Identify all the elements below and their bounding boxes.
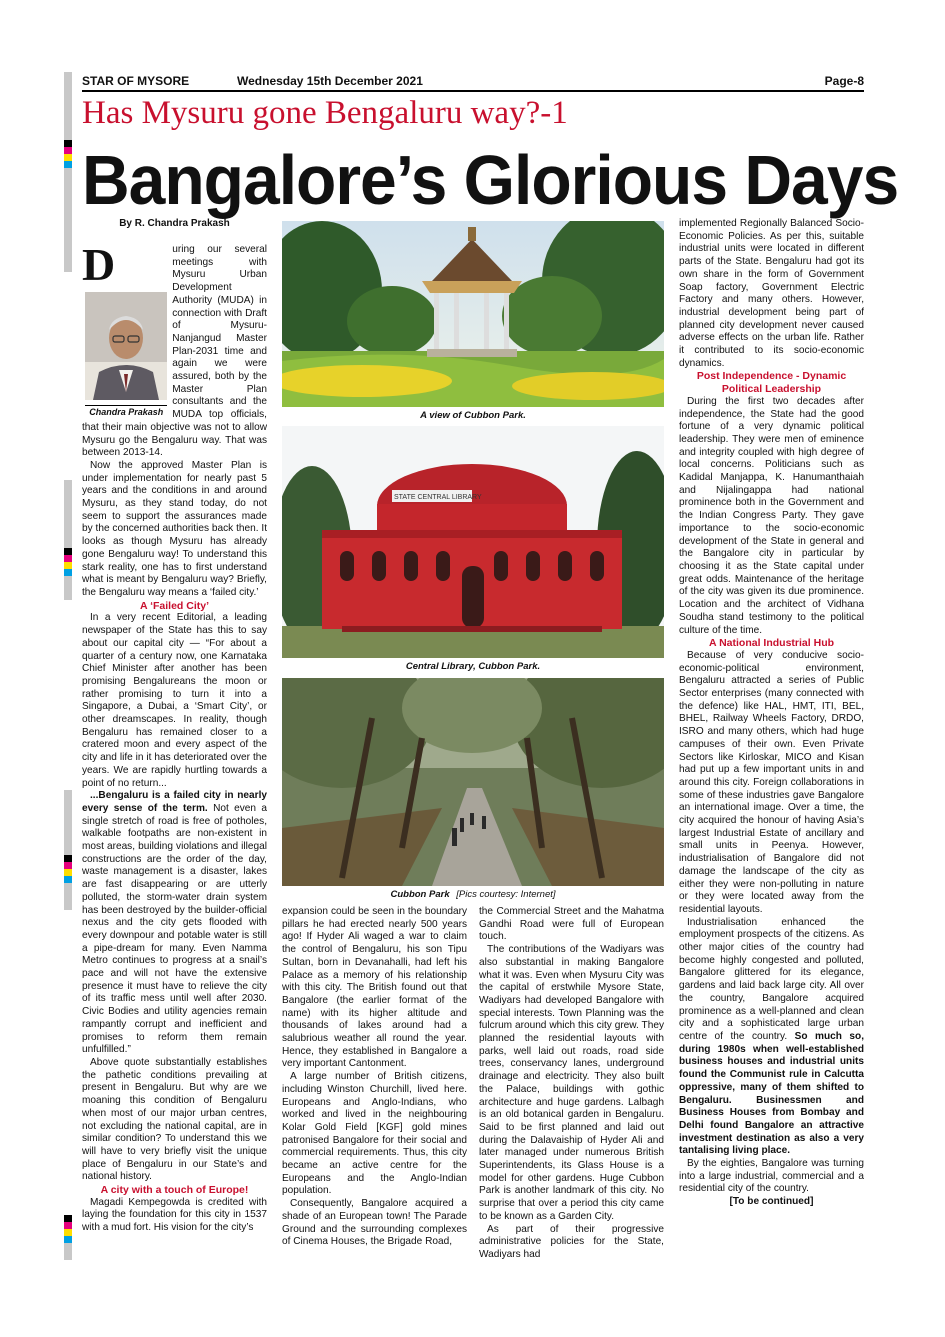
issue-date: Wednesday 15th December 2021 [237, 74, 423, 88]
color-registration-marks [64, 1215, 72, 1243]
byline: By R. Chandra Prakash [119, 218, 230, 229]
print-strip-mid [64, 480, 72, 600]
photo-cubbon-park-avenue [282, 678, 664, 886]
main-headline: Bangalore’s Glorious Days [82, 141, 899, 219]
library-image [282, 426, 664, 658]
subheading-touch-of-europe: A city with a touch of Europe! [100, 1184, 249, 1197]
library-signboard: STATE CENTRAL LIBRARY [394, 494, 482, 501]
subheading-industrial-hub: A National Industrial Hub [708, 637, 835, 650]
subheading-failed-city: A ‘Failed City’ [139, 599, 210, 612]
bandstand-image [282, 221, 664, 407]
drop-cap: D [82, 244, 116, 290]
article-column-2: expansion could be seen in the boundary pillars he had erected nearly 500 years ago! If Hyder Ali waged a war to claim the control of Bengaluru, his son Tipu Sultan, born in Devanahalli, had left his Palace as a memory of his relationship with this city. The British found out that Bangalore (the earlier format of the name) with its higher altitude and thousands of lakes around had a salubrious weather all round the year. Hence, they established in Bangalore a very important Cantonment. A large number of British citizens, including Winston Churchill, lived here. Europeans and Anglo-Indians, who worked and lived in the neighbouring Kolar Gold Field [KGF] gold mines patronised Bangalore for their social and commercial requirements. Thus, this city became an active centre for the Europeans and the Anglo-Indian population. Consequently, Bangalore acquired a shade of an European town! The Parade Ground and the surrounding complexes of Cinema Houses, the Brigade Road, [282, 906, 467, 1248]
photo-caption-central-library: Central Library, Cubbon Park. [405, 661, 541, 672]
color-registration-marks [64, 855, 72, 883]
kicker-title: Has Mysuru gone Bengaluru way?-1 [82, 95, 568, 131]
photo-caption-cubbon-park: A view of Cubbon Park. [420, 410, 526, 421]
avenue-image [282, 678, 664, 886]
page-number: Page-8 [824, 74, 864, 88]
photo-caption-cubbon-avenue: Cubbon Park [Pics courtesy: Internet] [390, 889, 556, 900]
color-registration-marks [64, 140, 72, 168]
author-portrait-image [85, 292, 167, 400]
print-strip-top [64, 72, 72, 272]
author-photo [85, 292, 167, 418]
to-be-continued: [To be continued] [729, 1196, 814, 1208]
photo-cubbon-park-view [282, 221, 664, 407]
print-strip-lower [64, 790, 72, 910]
author-photo-caption: Chandra Prakash [85, 405, 167, 419]
photo-central-library [282, 426, 664, 658]
article-column-1: D Chandra Prakash uring our several meetings with Mysuru Urban Development Authority (MUDA) in connection with Draft of Mysuru-Nanjangud Master Plan-2031 time and again we were assured, both by the Master Plan consultants and the MUDA top officials, that their main objective was not to allow Mysuru go the Bengaluru way. That was between 2013-14. Now the approved Master Plan is under implementation for nearly past 5 years and the conditions in and around Mysuru, as they stand today, do not seem to support the assurances made by the concerned authorities back then. It looks as though Mysuru has already gone Bengaluru way! To understand this stark reality, one has to first understand what is meant by Bengaluru way? Briefly, the Bengaluru way means a ‘failed city.’ A ‘Failed City’ In a very recent Editorial, a leading newspaper of the State has this to say about our capital city — “For about a quarter of a century now, one Karnataka Chief Minister after another has been promising Bengalureans the moon or rather promising to turn it into a Singapore, a Dubai, a ‘Smart City’, or other dreamscapes. In reality, though Bengaluru has remained closer to a cratered moon and every aspect of the city and life in it has deteriorated over the years. We are rapidly hurtling towards a point of no return... ...Bengaluru is a failed city in nearly every sense of the term. Not even a single stretch of road is free of potholes, walkable footpaths are non-existent in most areas, building violations and illegal constructions are the order of the day, waste management is a disaster, lakes are fast disappearing or are utterly polluted, the storm-water drain system has been destroyed by the builder-official nexus and the city gets flooded with every downpour and potable water is still a pipe-dream for many. Even Namma Metro continues to progress at a snail’s pace and will not have the extensive presence it must have to relieve the city of its traffic mess until well after 2030. Civic Bodies and utility agencies remain rampantly corrupt and inefficient and promises to reform them remain unfulfilled.” Above quote substantially establishes the pathetic conditions prevailing at present in Bengaluru. But why are we moaning this condition of Bengaluru when most of our major urban centres, not excluding the national capital, are in similar condition? To understand this we will have to very briefly visit the unique place of Bengaluru in our State’s and national history. A city with a touch of Europe! Magadi Kempegowda is credited with laying the foundation for this city in 1537 with a mud fort. His vision for the city’s [82, 244, 267, 1234]
photo-credit: [Pics courtesy: Internet] [456, 889, 556, 900]
article-column-4: implemented Regionally Balanced Socio-Economic Policies. As per this, suitable industrial units were located in different parts of the State. Bengaluru had got its own share in the form of Government Soap factory, Government Electric Factory and many others. However, industrial development being part of planned city development never caused adverse effects on the urban life. Rather it contributed to its socio-economic dynamics. Post Independence - Dynamic Political Leadership During the first two decades after independence, the State had the good fortune of a very dynamic political leadership. They were men of eminence and integrity coupled with high degree of local concerns. Politicians such as Kadidal Manjappa, K. Hanumanthaiah and Nijalingappa had national prominence both in the Government and the Indian Congress Party. They gave importance to the socio-economic development of the State in general and the Bangalore city in particular by choosing it as the State capital under great odds. Maintenance of the heritage of the city was given its due prominence. Location and the architect of Vidhana Soudha stand testimony to the political culture of the time. A National Industrial Hub Because of very conducive socio-economic-political environment, Bengaluru attracted a series of Public Sector enterprises (many connected with the defence) like HAL, HMT, ITI, BEL, BHEL, Railway Wheels Factory, DRDO, ISRO and many others, which had huge campuses of their own. Even Private Sectors like Kirloskar, MICO and Kisan had put up a few important units in and around this city. Foreign collaborations in some of these industries gave Bangalore an international image. Over a time, the city acquired the honour of having Asia’s largest Industrial Estate of ancillary and small units in Peenya. However, industrialisation of Bangalore did not damage the landscape of the city as either they were non-polluting in nature or they were located away from the residential layouts. Industrialisation enhanced the employment prospects of the citizens. As other major cities of the country had become highly congested and polluted, Bangalore glittered for its elegance, gardens and laid back large city. All over the country, Bangalore acquired prominence as a well-planned and clean city and a sophisticated large urban centre of the country. So much so, during 1980s when well-established business houses and industrial units found the Communist rule in Calcutta oppressive, many of them shifted to Bengaluru. Businessmen and Business Houses from Bombay and Delhi found Bangalore an attractive investment destination as also a very tantalising living place. By the eighties, Bangalore was turning into a large industrial, commercial and a residential city of the country. [To be continued] [679, 218, 864, 1208]
publication-name: STAR OF MYSORE [82, 74, 190, 88]
subheading-post-independence: Post Independence - Dynamic Political Leadership [696, 370, 847, 396]
page-header [82, 72, 864, 92]
article-column-3: the Commercial Street and the Mahatma Gandhi Road were full of European touch. The contributions of the Wadiyars was also substantial in making Bangalore what it was. Even when Mysuru City was the capital of erstwhile Mysore State, Wadiyars had developed Bangalore with special interests. Town Planning was the fulcrum around which this city grew. They planned the residential layouts with parks, well laid out roads, road side trees, conservancy lanes, underground drainage and electricity. They also built the Palace, buildings with gothic architecture and huge gardens. Lalbagh is an old botanical garden in Bengaluru. Said to be first planned and laid out during the Dalavaiship of Hyder Ali and later managed under numerous British Superintendents, its Glass House is a model for other gardens. Huge Cubbon Park is another landmark of this city. No surprise that over a period this city came to be known as a Garden City. As part of their progressive administrative policies for the State, Wadiyars had [479, 906, 664, 1260]
color-registration-marks [64, 548, 72, 576]
